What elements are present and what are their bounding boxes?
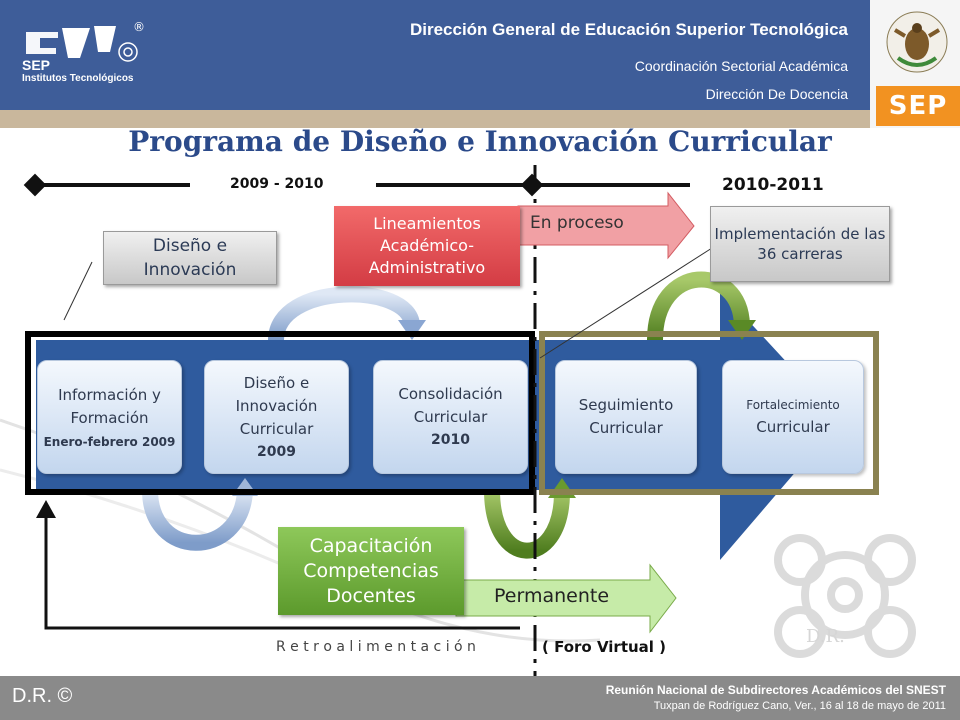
stage-title: Fortalecimiento bbox=[746, 398, 840, 412]
stage-diseno bbox=[204, 360, 349, 474]
callout-capacitacion-text: Capacitación Competencias Docentes bbox=[303, 534, 439, 607]
stage-date: 2010 bbox=[431, 432, 470, 448]
permanente-label: Permanente bbox=[494, 585, 610, 607]
watermark-text: D.R. bbox=[806, 626, 845, 647]
footer-event: Reunión Nacional de Subdirectores Académicos del SNEST bbox=[605, 683, 946, 697]
timeline-diamond bbox=[521, 174, 544, 197]
callout-pointer bbox=[64, 262, 92, 320]
stage-date: Enero-febrero 2009 bbox=[43, 435, 176, 449]
stage-title: Curricular bbox=[756, 418, 830, 436]
copyright: D.R. © bbox=[12, 685, 73, 707]
callout-diseno bbox=[103, 231, 277, 285]
en-proceso-label: En proceso bbox=[530, 213, 624, 233]
callout-lineamientos bbox=[334, 206, 520, 286]
callout-implementacion bbox=[710, 206, 890, 282]
foro-virtual-label: ( Foro Virtual ) bbox=[542, 638, 667, 656]
timeline-diamond bbox=[24, 174, 47, 197]
slide-title: Programa de Diseño e Innovación Curricular bbox=[128, 125, 832, 158]
feedback-label: R e t r o a l i m e n t a c i ó n bbox=[276, 639, 476, 655]
curve-arrow-icon bbox=[150, 490, 245, 543]
logo-subtext: Institutos Tecnológicos bbox=[22, 73, 134, 84]
timeline-label-2009: 2009 - 2010 bbox=[230, 176, 324, 192]
header-title: Dirección General de Educación Superior Tecnológica bbox=[409, 20, 848, 39]
callout-implementacion-text: Implementación de las 36 carreras bbox=[714, 225, 886, 263]
footer-location: Tuxpan de Rodríguez Cano, Ver., 16 al 18 de mayo de 2011 bbox=[653, 700, 946, 712]
watermark-flower bbox=[778, 538, 912, 654]
callout-lineamientos-text: Lineamientos Académico-Administrativo bbox=[368, 214, 486, 277]
stage-date: 2009 bbox=[257, 443, 296, 460]
stage-title: Diseño e Innovación Curricular bbox=[235, 373, 318, 438]
curve-arrow-icon bbox=[492, 490, 562, 551]
feedback-arrowhead-icon bbox=[36, 500, 56, 518]
logo-sep-text: SEP bbox=[22, 57, 51, 73]
stage-title: Seguimiento Curricular bbox=[578, 396, 674, 437]
stage-seguimiento bbox=[555, 360, 697, 474]
timeline-label-2010: 2010-2011 bbox=[722, 175, 824, 195]
stage-title: Información y Formación bbox=[58, 386, 161, 427]
stage-fortalecimiento bbox=[722, 360, 864, 474]
sep-label: SEP bbox=[876, 86, 960, 126]
stage-consolidacion bbox=[373, 360, 528, 474]
stage-informacion bbox=[37, 360, 182, 474]
stage-title: Consolidación Curricular bbox=[398, 385, 503, 426]
registered-mark: ® bbox=[133, 20, 145, 34]
header-subtitle-2: Dirección De Docencia bbox=[705, 86, 848, 102]
callout-diseno-text: Diseño e Innovación bbox=[143, 236, 237, 280]
callout-capacitacion bbox=[278, 527, 464, 615]
header-subtitle-1: Coordinación Sectorial Académica bbox=[634, 58, 848, 74]
